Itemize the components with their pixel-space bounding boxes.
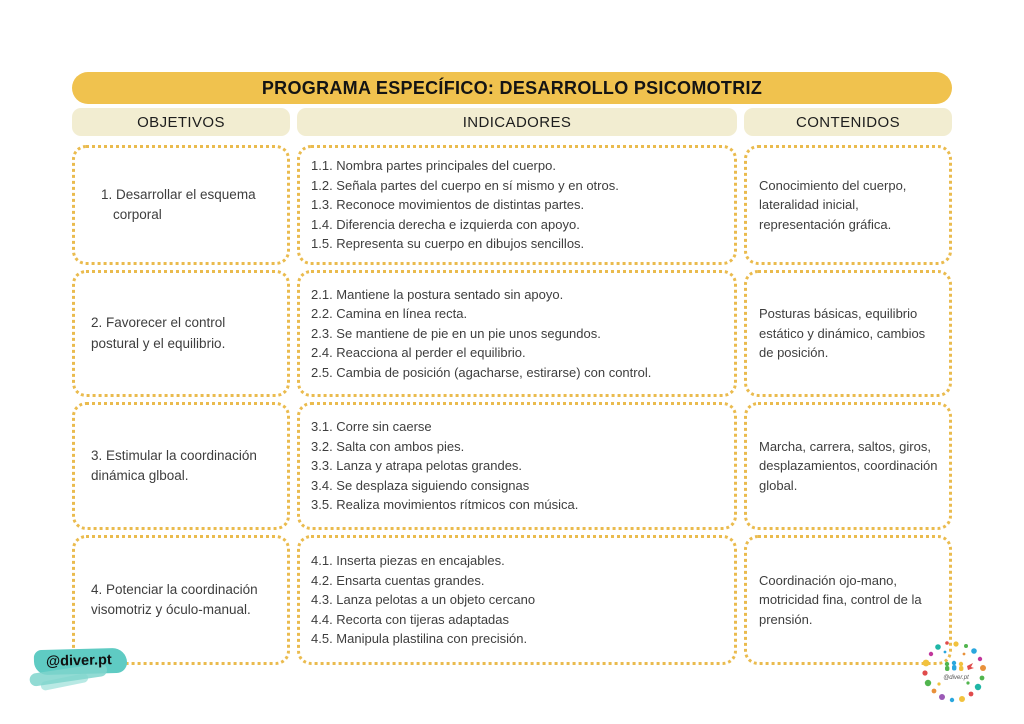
- objective-text: 4. Potenciar la coordinación visomotriz y óculo-manual.: [91, 581, 258, 617]
- indicator-item: 2.1. Mantiene la postura sentado sin apoyo.: [311, 286, 564, 302]
- indicator-item: 1.4. Diferencia derecha e izquierda con apoyo.: [311, 216, 580, 232]
- contents-text: Coordinación ojo-mano, motricidad fina, control de la prensión.: [759, 572, 922, 627]
- indicator-item: 1.2. Señala partes del cuerpo en sí mismo y en otros.: [311, 177, 619, 193]
- indicator-item: 1.5. Representa su cuerpo en dibujos sencillos.: [311, 236, 585, 252]
- column-header-contenidos: CONTENIDOS: [744, 108, 952, 136]
- indicator-item: 1.3. Reconoce movimientos de distintas partes.: [311, 197, 585, 213]
- indicator-item: 4.5. Manipula plastilina con precisión.: [311, 631, 528, 647]
- indicator-item: 2.2. Camina en línea recta.: [311, 306, 468, 322]
- indicators-cell-1: [297, 145, 737, 265]
- indicator-item: 4.4. Recorta con tijeras adaptadas: [311, 611, 510, 627]
- indicator-item: 2.4. Reacciona al perder el equilibrio.: [311, 345, 526, 361]
- objective-cell-3: [72, 402, 290, 530]
- indicators-cell-3: [297, 402, 737, 530]
- contents-text: Conocimiento del cuerpo, lateralidad inicial, representación gráfica.: [759, 177, 907, 232]
- diver-logo: [912, 628, 1000, 720]
- title-bar: [72, 72, 952, 104]
- indicator-item: 4.1. Inserta piezas en encajables.: [311, 553, 505, 569]
- column-headers: [72, 108, 952, 136]
- contents-cell-1: [744, 145, 952, 265]
- logo-dot-ring: [922, 641, 986, 702]
- objective-cell-4: [72, 535, 290, 665]
- column-header-indicadores: INDICADORES: [297, 108, 737, 136]
- indicator-item: 2.5. Cambia de posición (agacharse, estirarse) con control.: [311, 364, 652, 380]
- contents-cell-3: [744, 402, 952, 530]
- indicator-item: 2.3. Se mantiene de pie en un pie unos segundos.: [311, 325, 601, 341]
- worksheet: [72, 72, 952, 665]
- contents-text: Posturas básicas, equilibrio estático y dinámico, cambios de posición.: [759, 306, 926, 361]
- objective-text: 2. Favorecer el control postural y el equilibrio.: [91, 315, 226, 351]
- indicator-item: 3.5. Realiza movimientos rítmicos con música.: [311, 497, 579, 513]
- contents-text: Marcha, carrera, saltos, giros, desplazamientos, coordinación global.: [759, 438, 938, 493]
- indicator-item: 3.1. Corre sin caerse: [311, 419, 432, 435]
- logo-figures-icon: [945, 661, 974, 671]
- indicator-item: 3.3. Lanza y atrapa pelotas grandes.: [311, 458, 523, 474]
- objective-text: 1. Desarrollar el esquema corporal: [101, 186, 256, 222]
- logo-handle-text: @diver.pt: [943, 675, 969, 681]
- indicator-item: 4.3. Lanza pelotas a un objeto cercano: [311, 592, 536, 608]
- content-grid: [72, 145, 952, 665]
- indicators-cell-2: [297, 270, 737, 397]
- indicator-item: 3.4. Se desplaza siguiendo consignas: [311, 477, 530, 493]
- objective-text: 3. Estimular la coordinación dinámica glboal.: [91, 447, 257, 483]
- diver-handle-badge: [34, 648, 127, 675]
- indicators-cell-4: [297, 535, 737, 665]
- indicator-item: 1.1. Nombra partes principales del cuerpo.: [311, 158, 556, 174]
- page-title: PROGRAMA ESPECÍFICO: DESARROLLO PSICOMOTRIZ: [261, 77, 763, 98]
- handle-text: @diver.pt: [45, 652, 112, 670]
- objective-cell-1: [72, 145, 290, 265]
- column-header-objetivos: OBJETIVOS: [72, 108, 290, 136]
- objective-cell-2: [72, 270, 290, 397]
- contents-cell-2: [744, 270, 952, 397]
- indicator-item: 4.2. Ensarta cuentas grandes.: [311, 572, 485, 588]
- indicator-item: 3.2. Salta con ambos pies.: [311, 438, 465, 454]
